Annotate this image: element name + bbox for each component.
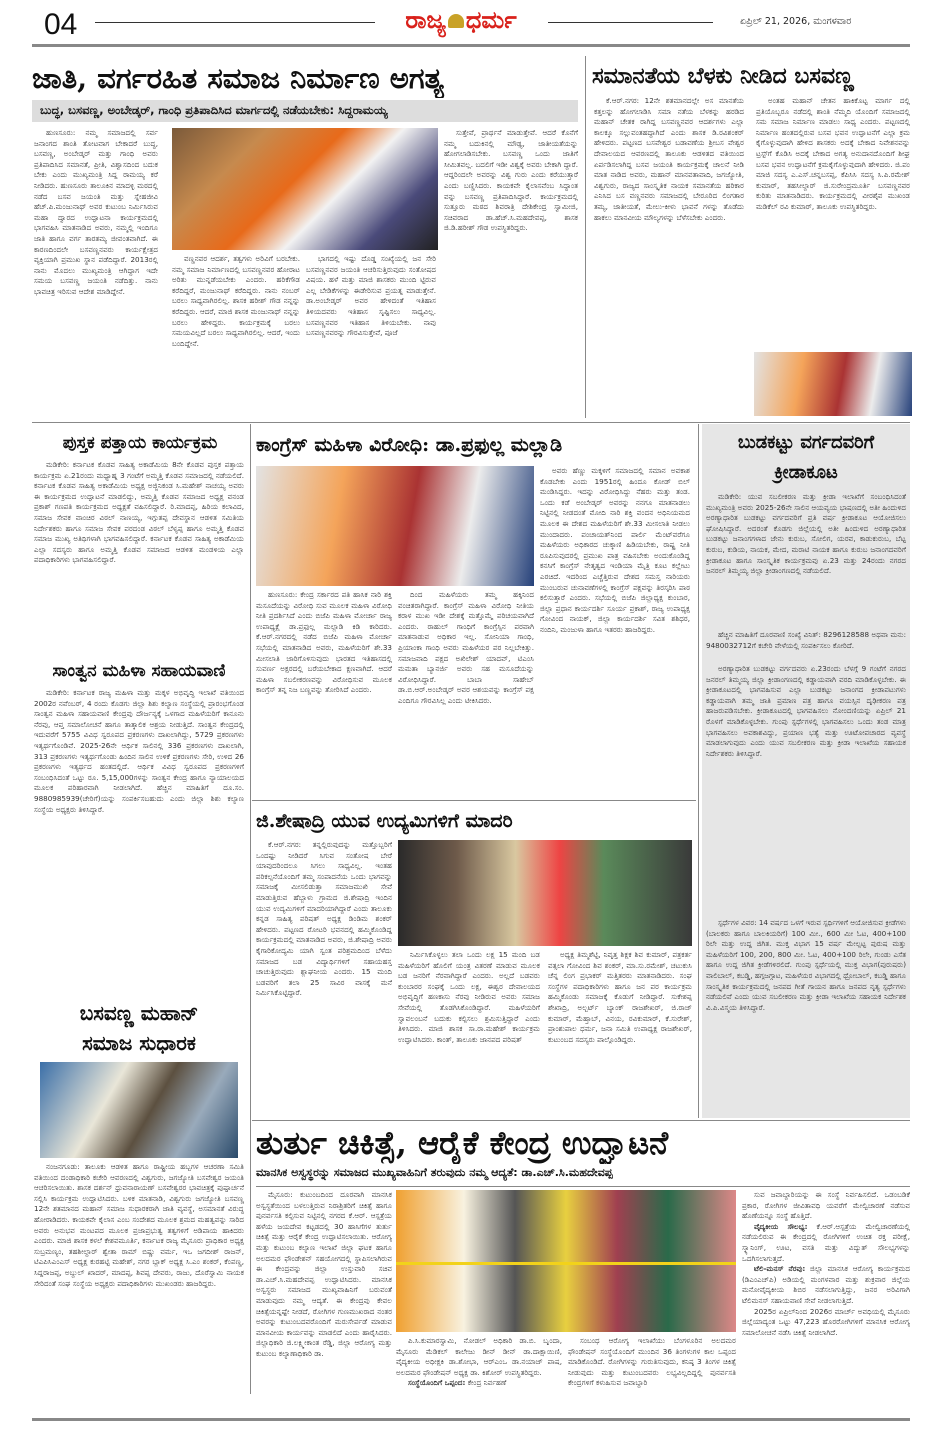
turtu-caption-1: ಪಿ.ಸಿ.ಕುಮಾರಸ್ವಾಮಿ, ನೋಡಲ್ ಅಧಿಕಾರಿ ಡಾ.ಬಿ. ಬೃಂದಾ, ಮೈಸೂರು ಮೆಡಿಕಲ್ ಕಾಲೇಜು ಡೀನ್ ಡೀನ್ ಡಾ.ದಾಕ್ಷಾಯಿಣಿ, ವೈದ್ಯಕೀಯ ಅಧೀಕ್ಷಕಿ ಡಾ.ಶೋಭಾ, ಆರ್‌ಎಂಒ ಡಾ.ನಯಾಜ್ ಪಾಷ, ಅಲದಮರ ಫೌಂಡೇಷನ್ ಅಧ್ಯಕ್ಷ ಡಾ. ಕಿಶೋರ್ ಉಪಸ್ಥಿತರಿದ್ದರು. ಸಂಸ್ಥೆಯೊಂದಿಗೆ ಒಪ್ಪಂದ: ಕೇಂದ್ರ ನಿರ್ವಹಣೆ [396,1336,562,1388]
section-divider [32,422,910,423]
sheshadri-photo [398,840,692,946]
facility-text: ಕೆ.ಆರ್.ಆಸ್ಪತ್ರೆಯ ಮೇಲ್ವಿಚಾರಣೆಯಲ್ಲಿ ನಡೆಯಲಿರುವ ಈ ಕೇಂದ್ರದಲ್ಲಿ ರೋಗಿಗಳಿಗೆ ಉಚಿತ ರಕ್ತ ಪರೀಕ್ಷೆ, ಸ್ಕ್ಯಾನಿಂಗ್, ಊಟ, ವಸತಿ ಮತ್ತು ವಿದ್ಯುತ್ ಸೌಲಭ್ಯಗಳನ್ನು ಒದಗಿಸಲಾಗುತ್ತದೆ. [742,1221,910,1263]
lead-subhead: ಬುದ್ಧ, ಬಸವಣ್ಣ, ಅಂಬೇಡ್ಕರ್, ಗಾಂಧಿ ಪ್ರತಿಪಾದಿಸಿದ ಮಾರ್ಗದಲ್ಲಿ ನಡೆಯಬೇಕು: ಸಿದ್ದರಾಮಯ್ಯ [32,100,578,122]
turtu-subhead: ಮಾನಸಿಕ ಅಸ್ವಸ್ಥರನ್ನು ಸಮಾಜದ ಮುಖ್ಯವಾಹಿನಿಗೆ ತರುವುದು ನಮ್ಮ ಆದ್ಯತೆ: ಡಾ.ಎಚ್.ಸಿ.ಮಹದೇವಪ್ಪ [256,1166,613,1179]
newspaper-logo [386,6,536,34]
facility-label: ವೈದ್ಯಕೀಯ ಸೌಲಭ್ಯ: [754,1221,808,1231]
pustaka-body: ಮಡಿಕೇರಿ: ಕರ್ನಾಟಕ ಕೊಡವ ಸಾಹಿತ್ಯ ಅಕಾಡೆಮಿಯ 8ನೇ ಕೊಡವ ಪುಸ್ತಕ ಪತ್ತಾಯ ಕಾರ್ಯಕ್ರಮ ಏ.21ರಂದು ಮಧ್ಯಾಹ್ನ 3 ಗಂಟೆಗೆ ಅಮ್ಮತ್ತಿ ಕೊಡವ ಸಮಾಜದಲ್ಲಿ ನಡೆಯಲಿದೆ. ಕರ್ನಾಟಕ ಕೊಡವ ಸಾಹಿತ್ಯ ಅಕಾಡೆಮಿಯ ಅಧ್ಯಕ್ಷ ಅಜ್ಜಿನಿಕಂಡ ಸಿ.ಮಹೇಶ್ ನಾಚಯ್ಯ ಅವರು ಈ ಕಾರ್ಯಕ್ರಮದ ಉದ್ಘಾಟನೆ ಮಾಡಲಿದ್ದು, ಅಮ್ಮತ್ತಿ ಕೊಡವ ಸಮಾಜದ ಅಧ್ಯಕ್ಷ ವನಂಡ ಪ್ರಕಾಶ್ ಗಣಪತಿ ಕಾರ್ಯಕ್ರಮದ ಅಧ್ಯಕ್ಷತೆ ವಹಿಸಲಿದ್ದಾರೆ. ರಿ.ಮಾದಪ್ಪ, ಹಿರಿಯ ಕಲಾವಿದ, ಸಮಾಜ ಸೇವಕ ವಾಂಚಿರ ವಿಠಲ್ ನಾಣಯ್ಯ, ಇಗ್ಗುತಪ್ಪ ದೇವಸ್ಥಾನ ಆಡಳಿತ ಸಮಿತಿಯ ನಿರ್ದೇಶಕರು ಹಾಗೂ ಸಮಾಜ ಸೇವಕ ಪರದಂಡ ವಿಠಲ್ ಬೆಳ್ಯಪ್ಪ ಹಾಗೂ ಅಮ್ಮತ್ತಿ ಕೊಡವ ಸಮಾಜ ಮುಖ್ಯ ಅತಿಥಿಗಳಾಗಿ ಭಾಗವಹಿಸಲಿದ್ದಾರೆ. ಕರ್ನಾಟಕ ಕೊಡವ ಸಾಹಿತ್ಯ ಅಕಾಡೆಮಿಯ ಎಲ್ಲಾ ಸದಸ್ಯರು ಹಾಗೂ ಅಮ್ಮತ್ತಿ ಕೊಡವ ಸಮಾಜದ ಆಡಳಿತ ಮಂಡಳಿಯ ಎಲ್ಲಾ ಪದಾಧಿಕಾರಿಗಳು ಭಾಗವಹಿಸಲಿದ್ದಾರೆ. [34,460,244,565]
sheshadri-col-1: ಕೆ.ಆರ್.ನಗರ: ತನ್ನಲ್ಲಿರುವುದನ್ನು ಮತ್ತೊಬ್ಬರಿಗೆ ಒಂದಷ್ಟು ನೀಡಿದರೆ ಸಿಗುವ ಸಂತೋಷ ಬೇರೆ ಯಾವುದರಿಂದಲೂ ಸಿಗಲು ಸಾಧ್ಯವಿಲ್ಲ. ಇಂತಹ ಪರಿಕಲ್ಪನೆಯೊಂದಿಗೆ ತಮ್ಮ ಸಂಪಾದನೆಯ ಒಂದು ಭಾಗವನ್ನು ಸಮಾಜಕ್ಕೆ ಮೀಸಲಿಡುತ್ತಾ ಸಮಾಜಮುಖಿ ಸೇವೆ ಮಾಡುತ್ತಿರುವ ಹೆಬ್ಬಾಳು ಗ್ರಾಮದ ಜಿ.ಶೇಷಾದ್ರಿ ಇಂದಿನ ಯುವ ಉದ್ಯಮಿಗಳಿಗೆ ಮಾದರಿಯಾಗಿದ್ದಾರೆ ಎಂದು ತಾಲೂಕು ಕನ್ನಡ ಸಾಹಿತ್ಯ ಪರಿಷತ್ ಅಧ್ಯಕ್ಷ ಡಿಂಡಿಮ ಶಂಕರ್ ಹೇಳಿದರು. ಪಟ್ಟಣದ ರೋಟರಿ ಭವನದಲ್ಲಿ ಹಮ್ಮಿಕೊಂಡಿದ್ದ ಕಾರ್ಯಕ್ರಮದಲ್ಲಿ ಮಾತನಾಡಿದ ಅವರು, ಜಿ.ಶೇಷಾದ್ರಿ ಅವರು ಕೈಗಾರಿಕೋದ್ಯಮಿ ಯಾಗಿ ಸ್ವಂತ ಪರಿಶ್ರಮದಿಂದ ಬೆಳೆದು ಸಮಾಜದ ಬಡ ವಿದ್ಯಾರ್ಥಿಗಳಿಗೆ ಸಹಾಯಹಸ್ತ ಚಾಚುತ್ತಿರುವುದು ಶ್ಲಾಘನೀಯ ಎಂದರು. 15 ಮಂದಿ ಬಡವರಿಗೆ ತಲಾ 25 ಸಾವಿರ ವಾಸಕ್ಕೆ ಮನೆ ನಿರ್ಮಿಸಿಕೊಟ್ಟಿದ್ದಾರೆ. [256,840,392,998]
column-divider [698,424,699,1118]
basavanna-col-1: ಕೆ.ಆರ್.ನಗರ: 12ನೇ ಶತಮಾನದಲ್ಲೇ ಅಸ ಮಾನತೆಯ ಕತ್ತಲನ್ನು ಹೋಗಲಾಡಿಸಿ ಸಮಾ ನತೆಯ ಬೆಳಕನ್ನು ಹರಡಿದ ಮಹಾನ್ ಚೇತಕ ರಾಗಿದ್ದ ಬಸವಣ್ಣನವರ ಆದರ್ಶಗಳು ಎಲ್ಲಾ ಕಾಲಕ್ಕೂ ಸಲ್ಲುವಂತಹದ್ದಾಗಿದೆ ಎಂದು ಶಾಸಕ ಡಿ.ರವಿಶಂಕರ್ ಹೇಳಿದರು. ಪಟ್ಟಣದ ಬಸವೇಶ್ವರ ಬಡಾವಣೆಯ ಶ್ರೀಬಸ ವೇಶ್ವರ ದೇವಾಲಯದ ಆವರಣದಲ್ಲಿ ತಾಲೂಕು ಆಡಳಿತದ ವತಿಯಿಂದ ಏರ್ಪಡಿಸಲಾಗಿದ್ದ ಬಸವ ಜಯಂತಿ ಕಾರ್ಯಕ್ರಮಕ್ಕೆ ಚಾಲನೆ ನೀಡಿ ಮಾತ ನಾಡಿದ ಅವರು, ಮಹಾನ್ ಮಾನವತಾವಾದಿ, ಜಗಜ್ಯೋತಿ, ವಿಶ್ವಗುರು, ರಾಜ್ಯದ ಸಾಂಸ್ಕೃತಿಕ ನಾಯಕ ಸಮಾನತೆಯ ಹರಿಕಾರ ಎನಿಸಿದ ಬಸ ವಣ್ಣನವರು ಸಮಾಜದಲ್ಲಿ ಬೇರೂರಿದ ಲಿಂಗತಾರ ತಮ್ಯ, ಜಾತೀಯತೆ, ಮೇಲು-ಕೀಳು ಭಾವನೆ ಗಳನ್ನು ತೊಡೆದು ಹಾಕಲು ಮಾನವೀಯ ಮೌಲ್ಯಗಳನ್ನು ಬೆಳೆಸಬೇಕು ಎಂದರು. [594,96,744,222]
emblem-icon [448,14,464,28]
congress-col-1: ಹುಣಸೂರು: ಕೇಂದ್ರ ಸರ್ಕಾರದ ಪತಿ ಹಾಸಿಕ ನಾರಿ ಶಕ್ತಿ ಮಸೂದೆಯನ್ನು ವಿರೋಧಿ ಸುವ ಮೂಲಕ ಮಹಿಳಾ ವಿರೋಧಿ ನೀತಿ ಪ್ರದರ್ಶಿಸಿದೆ ಎಂದು ಬಿಜೆಪಿ ಮಹಿಳಾ ಮೋರ್ಚಾ ರಾಜ್ಯ ಉಪಾಧ್ಯಕ್ಷೆ ಡಾ.ಪ್ರಫುಲ್ಲ ಮಲ್ಲಾಡಿ ಕಿಡಿ ಕಾರಿದರು. ಕೆ.ಆರ್.ನಗರದಲ್ಲಿ ನಡೆದ ಬಿಜೆಪಿ ಮಹಿಳಾ ಮೋರ್ಚಾ ಸಭೆಯಲ್ಲಿ ಮಾತನಾಡಿದ ಅವರು, ಮಹಿಳೆಯರಿಗೆ ಶೇ.33 ಮೀಸಲಾತಿ ಜಾರಿಗೊಳಿಸುವುದು ಭಾರತದ ಇತಿಹಾಸದಲ್ಲಿ ಸುವರ್ಣ ಅಕ್ಷರದಲ್ಲಿ ಬರೆಯಬೇಕಾದ ಕ್ಷಣವಾಗಿದೆ. ಆದರೆ ಮಹಿಳಾ ಸಬಲೀಕರಣವನ್ನು ವಿರೋಧಿಸುವ ಮೂಲಕ ಕಾಂಗ್ರೆಸ್ ತನ್ನ ನಿಜ ಬಣ್ಣವನ್ನು ತೋರಿಸಿದೆ ಎಂದರು. [256,590,392,695]
budakattu-headline-2: ಕ್ರೀಡಾಕೂಟ [774,462,838,483]
section-divider [252,1120,910,1121]
budakattu-body-2: ಅರಣ್ಯಾಧಾರಿತ ಬುಡಕಟ್ಟು ವರ್ಗದವರು ಏ.23ರಂದು ಬೆಳಗ್ಗೆ 9 ಗಂಟೆಗೆ ನಗರದ ಜನರಲ್ ತಿಮ್ಮಯ್ಯ ಜಿಲ್ಲಾ ಕ್ರೀಡಾಂಗಣದಲ್ಲಿ ಕಡ್ಡಾಯವಾಗಿ ವರದಿ ಮಾಡಿಕೊಳ್ಳಬೇಕು. ಈ ಕ್ರೀಡಾಕೂಟದಲ್ಲಿ ಭಾಗವಹಿಸುವ ಎಲ್ಲಾ ಬುಡಕಟ್ಟು ಜನಾಂಗದ ಕ್ರೀಡಾಪಟುಗಳು ಕಡ್ಡಾಯವಾಗಿ ತಮ್ಮ ಜಾತಿ ಪ್ರಮಾಣ ಪತ್ರ ಹಾಗೂ ವಯಸ್ಸಿನ ದೃಢೀಕರಣ ಪತ್ರ ಹಾಜರುಪಡಿಸಬೇಕು. ಕ್ರೀಡಾಕೂಟದಲ್ಲಿ ಭಾಗವಹಿಸಲು ನೋಂದಣಿಯನ್ನು ಏಪ್ರಿಲ್ 21 ರೊಳಗೆ ಮಾಡಿಕೊಳ್ಳಬೇಕು. ಗುಂಪು ಸ್ಪರ್ಧೆಗಳಲ್ಲಿ ಭಾಗವಹಿಸಲು ಒಂದು ತಂಡ ಮಾತ್ರ ಭಾಗವಹಿಸಲು ಅವಕಾಶವಿದ್ದು, ಪ್ರಯಾಣ ಭತ್ಯೆ ಮತ್ತು ಊಟೋಪಚಾರದ ವ್ಯವಸ್ಥೆ ಮಾಡಲಾಗುವುದು ಎಂದು ಯುವ ಸಬಲೀಕರಣ ಮತ್ತು ಕ್ರೀಡಾ ಇಲಾಖೆಯ ಸಹಾಯಕ ನಿರ್ದೇಶಕರು ತಿಳಿಸಿದ್ದಾರೆ. [706,664,906,758]
turtu-col-1: ಮೈಸೂರು: ಕುಟುಂಬದಿಂದ ದೂರವಾಗಿ ಮಾನಸಿಕ ಅಸ್ವಸ್ಥತೆಯಿಂದ ಬಳಲುತ್ತಿರುವ ನಿರಾಶ್ರಿತರಿಗೆ ಚಿಕಿತ್ಸೆ ಹಾಗೂ ಪುನರ್ವಸತಿ ಕಲ್ಪಿಸುವ ನಿಟ್ಟಿನಲ್ಲಿ ನಗರದ ಕೆ.ಆರ್. ಆಸ್ಪತ್ರೆಯ ಹಳೆಯ ಜಯದೇವ ಕಟ್ಟಡದಲ್ಲಿ 30 ಹಾಸಿಗೆಗಳ ತುರ್ತು ಚಿಕಿತ್ಸೆ ಮತ್ತು ಆರೈಕೆ ಕೇಂದ್ರ ಉದ್ಘಾಟಿಸಲಾಯಿತು. ಆರೋಗ್ಯ ಮತ್ತು ಕುಟುಂಬ ಕಲ್ಯಾಣ ಇಲಾಖೆ ಜಿಲ್ಲಾ ಘಟಕ ಹಾಗೂ ಅಲದಮರ ಫೌಂಡೇಶನ್ ಸಹಯೋಗದಲ್ಲಿ ಸ್ಥಾಪಿಸಲಾಗಿರುವ ಈ ಕೇಂದ್ರವನ್ನು ಜಿಲ್ಲಾ ಉಸ್ತುವಾರಿ ಸಚಿವ ಡಾ.ಎಚ್.ಸಿ.ಮಹದೇವಪ್ಪ ಉದ್ಘಾಟಿಸಿದರು. ಮಾನಸಿಕ ಅಸ್ವಸ್ಥರು ಸಮಾಜದ ಮುಖ್ಯವಾಹಿನಿಗೆ ಬರುವಂತೆ ಮಾಡುವುದು ನಮ್ಮ ಆದ್ಯತೆ. ಈ ಕೇಂದ್ರವು ಕೇವಲ ಚಿಕಿತ್ಸೆಯನ್ನಷ್ಟೇ ನೀಡದೆ, ರೋಗಿಗಳ ಗುಣಮುಖರಾದ ನಂತರ ಅವರನ್ನು ಕುಟುಂಬದವರೊಂದಿಗೆ ಮರುಸೇರ್ಪಡೆ ಮಾಡುವ ಮಾನವೀಯ ಕಾರ್ಯವನ್ನು ಮಾಡಲಿದೆ ಎಂದು ಹಾರೈಸಿದರು. ಜಿಲ್ಲಾಧಿಕಾರಿ ಜಿ.ಲಕ್ಷ್ಮೀಕಾಂತ ರೆಡ್ಡಿ, ಜಿಲ್ಲಾ ಆರೋಗ್ಯ ಮತ್ತು ಕುಟುಂಬ ಕಲ್ಯಾಣಾಧಿಕಾರಿ ಡಾ. [256,1190,392,1358]
masthead [0,0,945,48]
basavanna-mahan-headline-1: ಬಸವಣ್ಣ ಮಹಾನ್ [79,1001,199,1025]
basavanna-col-2: ಅಂತಹ ಮಹಾನ್ ಚೇತನ ಹಾಕಿಕೊಟ್ಟ ಮಾರ್ಗ ದಲ್ಲಿ ಪ್ರತಿಯೊಬ್ಬರೂ ನಡೆದಲ್ಲಿ ಶಾಂತಿ ನೆಮ್ಮದಿ ಯೊಂದಿಗೆ ಸಮಾಜದಲ್ಲಿ ಸಮ ಸಮಾಜ ನಿರ್ಮಾಣ ಮಾಡಲು ಸಾಧ್ಯ ಎಂದರು. ಪಟ್ಟಣದಲ್ಲಿ ನಿರ್ಮಾಣ ಹಂತದಲ್ಲಿರುವ ಬಸವ ಭವನ ಉದ್ಘಾಟನೆಗೆ ಎಲ್ಲಾ ಕ್ರಮ ಕೈಗೊಳ್ಳುವುದಾಗಿ ಹೇಳಿದ ಶಾಸಕರು ಅದಕ್ಕೆ ಬೇಕಾದ ನಿವೇಶನವನ್ನು ಟ್ರಸ್ಟ್‌ಗೆ ಕೊಡಿಸಿ ಅದಕ್ಕೆ ಬೇಕಾದ ಅಗತ್ಯ ಅನುದಾನದೊಂದಿಗೆ ಶೀಘ್ರ ಬಸವ ಭವನ ಉದ್ಘಾಟನೆಗೆ ಕ್ರಮಕೈಗೊಳ್ಳುವುದಾಗಿ ಹೇಳಿದರು. ಜಿ.ಪಂ ಮಾಜಿ ಸದಸ್ಯ ಎ.ಎಸ್.ಚನ್ನಬಸಪ್ಪ, ಕೆಪಿಸಿಸಿ ಸದಸ್ಯ ಸಿ.ಪಿ.ರಮೇಶ್ ಕುಮಾರ್, ತಹಸೀಲ್ದಾರ್ ಜಿ.ಸುರೇಂದ್ರಮೂರ್ತಿ ಬಸವಣ್ಣನವರ ಕುರಿತು ಮಾತನಾಡಿದರು. ಕಾರ್ಯಕ್ರಮದಲ್ಲಿ ವೀರಶೈವ ಮುಖಂಡ ಮಡಿಕೆಲ್ ರವಿ ಕುಮಾರ್, ತಾಲೂಕು ಉಪಸ್ಥಿತರಿದ್ದರು. [756,96,910,211]
page-number: 04 [44,8,78,41]
budakattu-body-1: ಮಡಿಕೇರಿ: ಯುವ ಸಬಲೀಕರಣ ಮತ್ತು ಕ್ರೀಡಾ ಇಲಾಖೆಗೆ ಸಂಬಂಧಿಸಿದಂತೆ ಮುಖ್ಯಮಂತ್ರಿ ಅವರು 2025-26ನೇ ಸಾಲಿನ ಆಯವ್ಯಯ ಭಾಷಣದಲ್ಲಿ ಅತೀ ಹಿಂದುಳಿದ ಅರಣ್ಯಾಧಾರಿತ ಬುಡಕಟ್ಟು ವರ್ಗದವರಿಗೆ ಪ್ರತಿ ವರ್ಷ ಕ್ರೀಡಾಕೂಟ ಆಯೋಜಿಸಲು ಘೋಷಿಸಿದ್ದಾರೆ. ಅದರಂತೆ ಕೊಡಗು ಜಿಲ್ಲೆಯಲ್ಲಿ ಅತೀ ಹಿಂದುಳಿದ ಅರಣ್ಯಾಧಾರಿತ ಬುಡಕಟ್ಟು ಜನಾಂಗಗಳಾದ ಜೇನು ಕುರುಬ, ಸೋಲಿಗ, ಯರವ, ಕಾಡುಕುರುಬ, ಬೆಟ್ಟ ಕುರುಬ, ಕುಡಿಯ, ನಾಯಕ, ಮೇದ, ಮರಾಟಿ ನಾಯಕ ಹಾಗೂ ಕುರುಬ ಜನಾಂಗದವರಿಗೆ ಕ್ರೀಡಾಕೂಟ ಹಾಗೂ ಸಾಂಸ್ಕೃತಿಕ ಕಾರ್ಯಕ್ರಮವು ಏ.23 ಮತ್ತು 24ರಂದು ನಗರದ ಜನರಲ್ ತಿಮ್ಮಯ್ಯ ಜಿಲ್ಲಾ ಕ್ರೀಡಾಂಗಣದಲ್ಲಿ ನಡೆಯಲಿದೆ. [706,492,906,576]
pustaka-headline: ಪುಸ್ತಕ ಪತ್ತಾಯ ಕಾರ್ಯಕ್ರಮ [62,433,218,453]
basavanna-mahan-photo [40,1062,238,1158]
stats-text: 2025ರ ಏಪ್ರಿಲ್‌ನಿಂದ 2026ರ ಮಾರ್ಚ್ ಅವಧಿಯಲ್ಲಿ ಮೈಸೂರು ಜಿಲ್ಲೆಯಾದ್ಯಂತ ಒಟ್ಟು 47,223 ಹೊರರೋಗಿಗಳಿಗೆ ಮಾನಸಿಕ ಆರೋಗ್ಯ ಸಮಾಲೋಚನೆ ನಡೆಸಿ ಚಿಕಿತ್ಸೆ ನೀಡಲಾಗಿದೆ. [742,1306,910,1337]
basavanna-mahan-body: ನಂಜನಗೂಡು: ತಾಲೂಕು ಆಡಳಿತ ಹಾಗೂ ರಾಷ್ಟ್ರೀಯ ಹಬ್ಬಗಳ ಆಚರಣಾ ಸಮಿತಿ ವತಿಯಿಂದ ದಂಡಾಧಿಕಾರಿ ಕಚೇರಿ ಆವರಣದಲ್ಲಿ ವಿಶ್ವಗುರು, ಜಗಜ್ಯೋತಿ ಬಸವೇಶ್ವರ ಜಯಂತಿ ಆಚರಿಸಲಾಯಿತು. ಶಾಸಕ ದರ್ಶನ್ ಧ್ರುವನಾರಾಯಣ್ ಬಸವೇಶ್ವರರ ಭಾವಚಿತ್ರಕ್ಕೆ ಪುಷ್ಪಾರ್ಚನೆ ಸಲ್ಲಿಸಿ ಕಾರ್ಯಕ್ರಮ ಉದ್ಘಾಟಿಸಿದರು. ಬಳಿಕ ಮಾತನಾಡಿ, ವಿಶ್ವಗುರು ಜಗಜ್ಯೋತಿ ಬಸವಣ್ಣ 12ನೇ ಶತಮಾನದ ಮಹಾನ್ ಸಮಾಜ ಸುಧಾರಕರಾಗಿ ಜಾತಿ ವ್ಯವಸ್ಥೆ, ಅಸಮಾನತೆ ವಿರುದ್ಧ ಹೋರಾಡಿದರು. ಕಾಯಕವೇ ಕೈಲಾಸ ಎಂಬ ಸಂದೇಶದ ಮೂಲಕ ಶ್ರಮದ ಮಹತ್ವವನ್ನು ಸಾರಿದ ಅವರು ಅನುಭವ ಮಂಟಪದ ಮೂಲಕ ಪ್ರಜಾಪ್ರಭುತ್ವ ತತ್ವಗಳಿಗೆ ಅಡಿಪಾಯ ಹಾಕಿದರು ಎಂದರು. ಮಾಜಿ ಶಾಸಕ ಕಳಲೆ ಕೇಶವಮೂರ್ತಿ, ಕರ್ನಾಟಕ ರಾಜ್ಯ ಮೈಸೂರು ಪ್ರಾಧಿಕಾರ ಅಧ್ಯಕ್ಷ ಸುಬ್ರಮಣ್ಯಂ, ತಹಶೀಲ್ದಾರ್ ಶ್ವೇತಾ ರಾಮ್ ಬಿಷ್ಣು ವರ್ಮ, ಇಒ ಜಗದೀಶ್ ರಾಜನ್, ಟಿಎಪಿಸಿಎಂಎಸ್ ಅಧ್ಯಕ್ಷ ಕುರಹಟ್ಟಿ ಮಹೇಶ್, ನಗರ ಬ್ಲಾಕ್ ಅಧ್ಯಕ್ಷ ಸಿ.ಎಂ ಶಂಕರ್, ಕೆಂಪಣ್ಣ, ಸಿದ್ದರಾಜಪ್ಪ, ಅಬ್ದುಲ್ ಖಾದರ್, ಮಾದಪ್ಪ, ಶಿವಪ್ಪ ದೇವರು, ರಾಜು, ದೊರೆಸ್ವಾಮಿ ನಾಯಕ ಸೇರಿದಂತೆ ಸಂಘ ಸಂಸ್ಥೆಯ ಅಧ್ಯಕ್ಷರು ಪದಾಧಿಕಾರಿಗಳು ಮುಖಂಡರು ಹಾಜರಿದ್ದರು. [34,1162,244,1288]
column-divider [585,56,586,418]
congress-col-2: ದಿಂದ ಮಹಿಳೆಯರು ತಮ್ಮ ಹಕ್ಕಿನಿಂದ ವಂಚಿತರಾಗಿದ್ದಾರೆ. ಕಾಂಗ್ರೆಸ್ ಮಹಿಳಾ ವಿರೋಧಿ ನೀತಿಯ ಕರಾಳ ಮುಖ ಇಡೀ ದೇಶಕ್ಕೆ ಮತ್ತೊಮ್ಮೆ ಪರಿಚಯವಾಗಿದೆ ಎಂದರು. ರಾಹುಲ್ ಗಾಂಧಿಗೆ ಕಾಂಗ್ರೆಸ್ಸಿನ ಪರವಾಗಿ ಮಾತನಾಡುವ ಅಧಿಕಾರ ಇಲ್ಲ. ಸೋನಿಯಾ ಗಾಂಧಿ, ಪ್ರಿಯಾಂಕಾ ಗಾಂಧಿ ಅವರು ಮಹಿಳೆಯರ ಪರ ನಿಲ್ಲಬೇಕಿತ್ತು. ಸಮಾಜವಾದಿ ಪಕ್ಷದ ಅಖಿಲೇಶ್ ಯಾದವ್, ಟಿಎಂಸಿ ಮಮತಾ ಬ್ಯಾನರ್ಜಿ ಅವರು ಸಹ ಮಸೂದೆಯನ್ನು ವಿರೋಧಿಸಿದ್ದಾರೆ. ಬಾಬಾ ಸಾಹೇಬ್ ಡಾ.ಬಿ.ಆರ್.ಅಂಬೇಡ್ಕರ್ ಅವರ ಆಶಯವನ್ನು ಕಾಂಗ್ರೆಸ್ ಪಕ್ಷ ಎಂದಿಗೂ ಗೌರವಿಸಿಲ್ಲ ಎಂದು ಟೀಕಿಸಿದರು. [398,590,534,705]
turtu-col-3: ಸುವ ಜವಾಬ್ದಾರಿಯನ್ನು ಈ ಸಂಸ್ಥೆ ನಿರ್ವಹಿಸಲಿದೆ. ಒಡಂಬಡಿಕೆ ಪ್ರಕಾರ, ರೋಗಿಗಳ ಜೀವಿತಾವಧಿ ಯವರೆಗೆ ಮೇಲ್ವಿಚಾರಣೆ ನಡೆಸುವ ಹೊಣೆಯನ್ನೂ ಸಂಸ್ಥೆ ಹೊತ್ತಿದೆ. ವೈದ್ಯಕೀಯ ಸೌಲಭ್ಯ: ಕೆ.ಆರ್.ಆಸ್ಪತ್ರೆಯ ಮೇಲ್ವಿಚಾರಣೆಯಲ್ಲಿ ನಡೆಯಲಿರುವ ಈ ಕೇಂದ್ರದಲ್ಲಿ ರೋಗಿಗಳಿಗೆ ಉಚಿತ ರಕ್ತ ಪರೀಕ್ಷೆ, ಸ್ಕ್ಯಾನಿಂಗ್, ಊಟ, ವಸತಿ ಮತ್ತು ವಿದ್ಯುತ್ ಸೌಲಭ್ಯಗಳನ್ನು ಒದಗಿಸಲಾಗುತ್ತದೆ. ಟೆಲಿ-ಮನಸ್ ನೆರವು: ಜಿಲ್ಲಾ ಮಾನಸಿಕ ಆರೋಗ್ಯ ಕಾರ್ಯಕ್ರಮದ (ಡಿಎಂಎಚ್‌ಪಿ) ಅಡಿಯಲ್ಲಿ ಮಂಗಳವಾರ ಮತ್ತು ಶುಕ್ರವಾರ ಜಿಲ್ಲೆಯ ಮನೋವೈದ್ಯಕೀಯ ಶಿಬಿರ ನಡೆಸಲಾಗುತ್ತಿದ್ದು, ಜನರ ಅರಿವಿಗಾಗಿ ಟೆಲಿಮನಸ್ ಸಹಾಯವಾಣಿ ಸೇವೆ ನೀಡಲಾಗುತ್ತಿದೆ. 2025ರ ಏಪ್ರಿಲ್‌ನಿಂದ 2026ರ ಮಾರ್ಚ್ ಅವಧಿಯಲ್ಲಿ ಮೈಸೂರು ಜಿಲ್ಲೆಯಾದ್ಯಂತ ಒಟ್ಟು 47,223 ಹೊರರೋಗಿಗಳಿಗೆ ಮಾನಸಿಕ ಆರೋಗ್ಯ ಸಮಾಲೋಚನೆ ನಡೆಸಿ ಚಿಕಿತ್ಸೆ ನೀಡಲಾಗಿದೆ. [742,1190,910,1337]
divider [95,22,375,23]
sheshadri-col-3: ಅಧ್ಯಕ್ಷ ತಿಮ್ಮಶೆಟ್ಟಿ, ನಿವೃತ್ತ ಶಿಕ್ಷಕ ಶಿವ ಕುಮಾರ್, ಪತ್ರಕರ್ತ ವತ್ಸಲಾ ಗೋವಿಂದ ಶಿವ ಶಂಕರ್, ಮಾ.ಸು.ರಮೇಶ್, ಚಟುಕುಸಿ ಚೆನ್ನ ಲಿಂಗ ಪ್ರಭಾಕರ್ ಮತ್ತಿತರರು ಮಾತನಾಡಿದರು. ಸಂಘ ಸಂಸ್ಥೆಗಳ ಪದಾಧಿಕಾರಿಗಳು ಹಾಗೂ ಜನ ಪರ ಕಾರ್ಯಕ್ರಮ ಹಮ್ಮಿಕೊಂಡು ಸಮಾಜಕ್ಕೆ ಕೊಡುಗೆ ನೀಡಿದ್ದಾರೆ. ಸುಕೇಶಪ್ಪ ಶೇಖಾದ್ರಿ, ಅಲ್ಬರ್ಟ್ ಬ್ಯಾಂಕ್ ರಾಜಶೇಖರ್, ಜಿ.ರಾಜ್ ಕುಮಾರ್, ಮೆಹ್ತಾಬ್, ವಿನಯ, ರವಿಕುಮಾರ್, ಕೆ.ಸುರೇಶ್, ಪ್ರಾಂಶುಪಾಲ ಧರ್ಮ, ಜನಾ ಸಮಿತಿ ಉಪಾಧ್ಯಕ್ಷ ರಾಜಶೇಖರ್, ಕುಟುಂಬದ ಸದಸ್ಯರು ಪಾಲ್ಗೊಂಡಿದ್ದರು. [548,950,692,1044]
logo-text-left: ರಾಜ್ಯ [405,6,446,34]
santhwana-headline: ಸಾಂತ್ವನ ಮಹಿಳಾ ಸಹಾಯವಾಣಿ [52,661,226,681]
header-rule [32,44,910,47]
basavanna-mahan-headline-2: ಸಮಾಜ ಸುಧಾರಕ [82,1031,196,1055]
congress-headline: ಕಾಂಗ್ರೆಸ್ ಮಹಿಳಾ ವಿರೋಧಿ: ಡಾ.ಪ್ರಫುಲ್ಲ ಮಲ್ಲಾಡಿ [256,434,563,456]
turtu-caption-1-label: ಸಂಸ್ಥೆಯೊಂದಿಗೆ ಒಪ್ಪಂದ: [408,1378,466,1388]
sheshadri-col-2: ನಿರ್ಮಿಸಿಕೊಳ್ಳಲು ತಲಾ ಒಂದು ಲಕ್ಷ 15 ಮಂದಿ ಬಡ ಮಹಿಳೆಯರಿಗೆ ಹೊಲಿಗೆ ಯಂತ್ರ ವಿತರಣೆ ಮಾಡುವ ಮೂಲಕ ಬಡ ಜನರಿಗೆ ನೆರವಾಗಿದ್ದಾರೆ ಎಂದರು. ಅಲ್ಲದೆ ಬಡವರು ಕುಂಬಾರರ ಸಂಘಕ್ಕೆ ಒಂದು ಲಕ್ಷ, ಈಶ್ವರ ದೇವಾಲಯದ ಅಭಿವೃದ್ಧಿಗೆ ಹಣಕಾಸು ನೆರವು ನೀಡಿರುವ ಅವರು ಸಮಾಜ ಸೇವೆಯಲ್ಲಿ ತೊಡಗಿಸಿಕೊಂಡಿದ್ದಾರೆ. ಮಹಿಳೆಯರಿಗೆ ಸ್ವಾವಲಂಬನೆ ಬದುಕು ಕಲ್ಪಿಸಲು ಶ್ರಮಿಸುತ್ತಿದ್ದಾರೆ ಎಂದು ತಿಳಿಸಿದರು. ಮಾಜಿ ಶಾಸಕ ಸಾ.ರಾ.ಮಹೇಶ್ ಕಾರ್ಯಕ್ರಮ ಉದ್ಘಾಟಿಸಿದರು. ಕಾಂತ್, ತಾಲೂಕು ಜಾನಪದ ಪರಿಷತ್ [398,950,540,1044]
sheshadri-headline: ಜಿ.ಶೇಷಾದ್ರಿ ಯುವ ಉದ್ಯಮಿಗಳಿಗೆ ಮಾದರಿ [256,810,513,832]
dateline: ಏಪ್ರಿಲ್ 21, 2026, ಮಂಗಳವಾರ [740,16,852,27]
turtu-caption-1-tail: ಕೇಂದ್ರ ನಿರ್ವಹಣೆ [467,1378,507,1388]
budakattu-headline-1: ಬುಡಕಟ್ಟು ವರ್ಗದವರಿಗೆ [737,432,875,453]
tele-label: ಟೆಲಿ-ಮನಸ್ ನೆರವು: [754,1264,806,1274]
turtu-headline: ತುರ್ತು ಚಿಕಿತ್ಸೆ, ಆರೈಕೆ ಕೇಂದ್ರ ಉದ್ಘಾಟನೆ [256,1124,669,1162]
congress-col-right: ಅವರು ಹೆಣ್ಣು ಮಕ್ಕಳಿಗೆ ಸಮಾಜದಲ್ಲಿ ಸಮಾನ ಅವಕಾಶ ಕೊಡಬೇಕು ಎಂದು 1951ರಲ್ಲಿ ಹಿಂದೂ ಕೋಡ್ ಬಿಲ್ ಮಂಡಿಸಿದ್ದರು. ಇದನ್ನು ವಿರೋಧಿಸಿದ್ದು ನೆಹರು ಮತ್ತು ತಂಡ. ಒಂದು ಕಡೆ ಅಂಬೇಡ್ಕರ್ ಅವರನ್ನು ನನಗೂ ಮಾತನಾಡಲು ನಿಟ್ಟಿನಲ್ಲಿ ನೀಡದಂತೆ ಮೋದಿ ನಾರಿ ಶಕ್ತಿ ವಂದನ ಅಧಿನಿಯಮದ ಮೂಲಕ ಈ ದೇಶದ ಮಹಿಳೆಯರಿಗೆ ಶೇ.33 ಮೀಸಲಾತಿ ನೀಡಲು ಮುಂದಾದರು. ಪಂಚಾಯತ್‌ನಿಂದ ಪಾರ್ಲಿ ಮೆಂಟ್‌ವರೆಗೂ ಮಹಿಳೆಯರು ಅಧಿಕಾರದ ಚುಕ್ಕಾಣಿ ಹಿಡಿಯಬೇಕು, ರಾಷ್ಟ್ರ ನೀತಿ ರೂಪಿಸುವುದರಲ್ಲಿ ಪ್ರಮುಖ ಪಾತ್ರ ವಹಿಸಬೇಕು ಅಂದುಕೊಂಡಿದ್ದ ಕನಸಿಗೆ ಕಾಂಗ್ರೆಸ್ ನೇತೃತ್ವದ ಇಂಡಿಯಾ ಮೈತ್ರಿ ಕೂಟ ಕಲ್ಲೇಟು ಎರಚಿದೆ. ಇದರಿಂದ ಎಚ್ಚೆತ್ತಿರುವ ದೇಶದ ಸಮಸ್ತ ನಾರಿಯರು ಮುಂಬರುವ ಚುನಾವಣೆಗಳಲ್ಲಿ ಕಾಂಗ್ರೆಸ್ ಪಕ್ಷವನ್ನು ತಿರಸ್ಕರಿಸಿ ಪಾಠ ಕಲಿಸುತ್ತಾರೆ ಎಂದರು. ಸಭೆಯಲ್ಲಿ ಬಿಜೆಪಿ ಜಿಲ್ಲಾಧ್ಯಕ್ಷ ಕುಂಬಾರ, ಜಿಲ್ಲಾ ಪ್ರಧಾನ ಕಾರ್ಯದರ್ಶಿ ಸೂರ್ಯ ಪ್ರಕಾಶ್, ರಾಜ್ಯ ಉಪಾಧ್ಯಕ್ಷ ಗೋವಿಂದ ನಾಯಕ್, ಜಿಲ್ಲಾ ಕಾರ್ಯದರ್ಶಿ ಸವಿತ ಶಶಿಧರ, ನಂದಿನಿ, ಮಂಜುಳಾ ಹಾಗೂ ಇತರರು ಹಾಜರಿದ್ದರು. [540,466,690,634]
turtu-photo [396,1190,736,1332]
section-divider [256,1186,910,1187]
lead-photo [172,128,438,250]
turtu-caption-2: ಸಂಬಂಧ ಆರೋಗ್ಯ ಇಲಾಖೆಯು ಬೆಂಗಳೂರಿನ ಅಲದಮರ ಫೌಂಡೇಷನ್ ಸಂಸ್ಥೆಯೊಂದಿಗೆ ಮುಂದಿನ 36 ತಿಂಗಳುಗಳ ಕಾಲ ಒಪ್ಪಂದ ಮಾಡಿಕೊಂಡಿದೆ. ರೋಗಿಗಳನ್ನು ಗುರುತಿಸುವುದು, ಕನಿಷ್ಠ 3 ತಿಂಗಳ ಚಿಕಿತ್ಸೆ ನೀಡುವುದು ಮತ್ತು ಕುಟುಂಬದವರು ಲಭ್ಯವಿಲ್ಲದಿದ್ದಲ್ಲಿ ಪುನರ್ವಸತಿ ಕೇಂದ್ರಗಳಿಗೆ ಕಳುಹಿಸುವ ಜವಾಬ್ದಾರಿ [568,1336,736,1388]
section-divider [252,800,696,801]
congress-photo [256,466,534,586]
santhwana-body: ಮಡಿಕೇರಿ: ಕರ್ನಾಟಕ ರಾಜ್ಯ ಮಹಿಳಾ ಮತ್ತು ಮಕ್ಕಳ ಅಭಿವೃದ್ಧಿ ಇಲಾಖೆ ವತಿಯಿಂದ 2002ರ ನವೆಂಬರ್, 4 ರಂದು ಕೊಡಗು ಜಿಲ್ಲಾ ಶಿಶು ಕಲ್ಯಾಣ ಸಂಸ್ಥೆಯಲ್ಲಿ ಪ್ರಾರಂಭಗೊಂಡ ಸಾಂತ್ವನ ಮಹಿಳಾ ಸಹಾಯವಾಣಿ ಕೇಂದ್ರವು ದೌರ್ಜನ್ಯಕ್ಕೆ ಒಳಗಾದ ಮಹಿಳೆಯರಿಗೆ ಕಾನೂನು ನೆರವು, ಆಪ್ತ ಸಮಾಲೋಚನೆ ಹಾಗೂ ತಾತ್ಕಾಲಿಕ ಆಶ್ರಯ ನೀಡುತ್ತಿದೆ. ಸಾಂತ್ವನ ಕೇಂದ್ರದಲ್ಲಿ ಇದುವರೆಗೆ 5755 ವಿವಿಧ ಸ್ವರೂಪದ ಪ್ರಕರಣಗಳು ದಾಖಲಾಗಿದ್ದು, 5729 ಪ್ರಕರಣಗಳು ಇತ್ಯರ್ಥಗೊಂಡಿವೆ. 2025-26ನೇ ಆರ್ಥಿಕ ಸಾಲಿನಲ್ಲಿ 336 ಪ್ರಕರಣಗಳು ದಾಖಲಾಗಿ, 313 ಪ್ರಕರಣಗಳು ಇತ್ಯರ್ಥಗೊಂಡು ಹಿಂದಿನ ಸಾಲಿನ ಉಳಿಕೆ ಪ್ರಕರಣಗಳು ಸೇರಿ, ಉಳಿದ 26 ಪ್ರಕರಣಗಳು ಇತ್ಯರ್ಥದ ಹಂತದಲ್ಲಿದೆ. ಆರ್ಥಿಕ ವಿವಿಧ ಸ್ವರೂಪದ ಪ್ರಕರಣಗಳಿಗೆ ಸಂಬಂಧಿಸಿದಂತೆ ಒಟ್ಟು ರೂ. 5,15,000ಗಳನ್ನು ಸಾಂತ್ವನ ಕೇಂದ್ರ ಹಾಗೂ ನ್ಯಾಯಾಲಯದ ಮೂಲಕ ಪರಿಹಾರವಾಗಿ ನೀಡಲಾಗಿದೆ. ಹೆಚ್ಚಿನ ಮಾಹಿತಿಗೆ ದೂ.ಸಂ. 9880985939(ಚೇರಿಗೆ)ಯನ್ನು ಸಂಪರ್ಕಿಸಬಹುದು ಎಂದು ಜಿಲ್ಲಾ ಶಿಶು ಕಲ್ಯಾಣ ಸಂಸ್ಥೆಯ ಅಧ್ಯಕ್ಷರು ತಿಳಿಸಿದ್ದಾರೆ. [34,688,244,814]
lead-col-3: ಭಾಗದಲ್ಲಿ ಇಷ್ಟು ದೊಡ್ಡ ಸಂಖ್ಯೆಯಲ್ಲಿ ಜನ ಸೇರಿ ಬಸವಣ್ಣನವರ ಜಯಂತಿ ಆಚರಿಸುತ್ತಿರುವುದು ಸಂತೋಷದ ವಿಷಯ. ಹಳೆ ಮತ್ತು ಮಾಜಿ ಶಾಸಕರು ಮುಂದಿ ಟ್ಟಿರುವ ಎಲ್ಲ ಬೇಡಿಕೆಗಳನ್ನು ಈಡೇರಿಸುವ ಪ್ರಯತ್ನ ಮಾಡುತ್ತೇನೆ. ಡಾ.ಅಂಬೇಡ್ಕರ್ ಅವರ ಹೇಳಿದಂತೆ ಇತಿಹಾಸ ತಿಳಿಯದವರು ಇತಿಹಾಸ ಸೃಷ್ಟಿಸಲು ಸಾಧ್ಯವಿಲ್ಲ. ಬಸವಣ್ಣನವರ ಇತಿಹಾಸ ತಿಳಿಯಬೇಕು. ನಾವು ಬಸವಣ್ಣನವರನ್ನು ಗೌರವಿಸುತ್ತೇವೆ, ಪೂಜೆ [306,254,436,338]
basavanna-headline: ಸಮಾನತೆಯ ಬೆಳಕು ನೀಡಿದ ಬಸವಣ್ಣ [592,63,854,89]
tele-text: ಜಿಲ್ಲಾ ಮಾನಸಿಕ ಆರೋಗ್ಯ ಕಾರ್ಯಕ್ರಮದ (ಡಿಎಂಎಚ್‌ಪಿ) ಅಡಿಯಲ್ಲಿ ಮಂಗಳವಾರ ಮತ್ತು ಶುಕ್ರವಾರ ಜಿಲ್ಲೆಯ ಮನೋವೈದ್ಯಕೀಯ ಶಿಬಿರ ನಡೆಸಲಾಗುತ್ತಿದ್ದು, ಜನರ ಅರಿವಿಗಾಗಿ ಟೆಲಿಮನಸ್ ಸಹಾಯವಾಣಿ ಸೇವೆ ನೀಡಲಾಗುತ್ತಿದೆ. [742,1264,910,1305]
budakattu-contact: ಹೆಚ್ಚಿನ ಮಾಹಿತಿಗೆ ದೂರವಾಣಿ ಸಂಖ್ಯೆ ವಿನಿತ್: 8296128588 ಅಥವಾ ಮನು: 9480032712ಗೆ ಕಚೇರಿ ವೇಳೆಯಲ್ಲಿ ಸಂಪರ್ಕಿಸಲು ಕೋರಿದೆ. [706,630,906,650]
lead-headline: ಜಾತಿ, ವರ್ಗರಹಿತ ಸಮಾಜ ನಿರ್ಮಾಣ ಅಗತ್ಯ [32,61,444,95]
basavanna-photo [754,352,912,416]
footer-rule [32,1418,910,1421]
lead-col-1: ಹುಣಸೂರು: ನಮ್ಮ ಸಮಾಜದಲ್ಲಿ ಸರ್ವ ಜನಾಂಗದ ಶಾಂತಿ ತೋಟವಾಗ ಬೇಕಾದರೆ ಬುದ್ಧ, ಬಸವಣ್ಣ, ಅಂಬೇಡ್ಕರ್ ಮತ್ತು ಗಾಂಧಿ ಅವರು ಪ್ರತಿಪಾದಿಸಿದ ಸಮಾನತೆ, ಪ್ರೀತಿ, ವಿಶ್ವಾಸದಿಂದ ಬದುಕ ಬೇಕು ಎಂದು ಮುಖ್ಯಮಂತ್ರಿ ಸಿದ್ದ ರಾಮಯ್ಯ ಕರೆ ನೀಡಿದರು. ಹುಣಸೂರು ತಾಲೂಕಿನ ಮಾದಳ್ಳಿ ಮಠದಲ್ಲಿ ನಡೆದ ಬಸವ ಜಯಂತಿ ಮತ್ತು ಸ್ನೇಹಜೀವಿ ಹೆಚ್.ಪಿ.ಮಂಜುನಾಥ್ ಅವರ ಕುಟುಂಬ ನಿರ್ಮಿಸಿರುವ ಮಹಾ ದ್ವಾರದ ಉದ್ಘಾಟನಾ ಕಾರ್ಯಕ್ರಮದಲ್ಲಿ ಭಾಗವಹಿಸಿ ಮಾತನಾಡಿದ ಅವರು, ನಮ್ಮಲ್ಲಿ ಇಂದಿಗೂ ಜಾತಿ ಹಾಗೂ ವರ್ಗ ತಾರತಮ್ಯ ಜೀವಂತವಾಗಿದೆ. ಈ ಕಾರಣದಿಂದಲೇ ಬಸವಣ್ಣನವರು ಕಾರ್ಯಕ್ಷೇತ್ರದ ವ್ಯಕ್ತಿಯಾಗಿ ಪ್ರಮುಖ ಸ್ಥಾನ ಪಡೆದಿದ್ದಾರೆ. 2013ರಲ್ಲಿ ನಾನು ಮೊದಲು ಮುಖ್ಯಮಂತ್ರಿ ಆಗಿದ್ದಾಗ ಇದೇ ಸಮಯ ಬಸವಣ್ಣ ಜಯಂತಿ ನಡೆದಿತ್ತು. ನಾನು ಭಾವಚಿತ್ರ ಇರಿಸುವ ಆದೇಶ ಮಾಡಿದ್ದೇನೆ. [34,128,158,296]
budakattu-events: ಸ್ಪರ್ಧೆಗಳ ವಿವರ: 14 ವರ್ಷದ ಒಳಗೆ ಇರುವ ಸ್ಪರ್ಧಿಗಳಿಗೆ ಆಯೋಜಿಸುವ ಕ್ರೀಡೆಗಳು (ಬಾಲಕರು ಹಾಗೂ ಬಾಲಕಿಯರಿಗೆ) 100 ಮೀ., 600 ಮೀ ಓಟ, 400+100 ರಿಲೇ ಮತ್ತು ಉದ್ದ ಜಿಗಿತ. ಮುಕ್ತ ವಿಭಾಗ 15 ವರ್ಷ ಮೇಲ್ಪಟ್ಟ ಪುರುಷ ಮತ್ತು ಮಹಿಳೆಯರಿಗೆ 100, 200, 800 ಮೀ. ಓಟ, 400+100 ರಿಲೇ, ಗುಂಡು ಎಸೆತ ಹಾಗೂ ಉದ್ದ ಜಿಗಿತ ಕ್ರೀಡೆಗಳಿರಲಿದೆ. ಗುಂಪು ಸ್ಪರ್ಧೆಯಲ್ಲಿ ಮುಕ್ತ ವಿಭಾಗ(ಪುರುಷರು) ವಾಲಿಬಾಲ್, ಕಬಡ್ಡಿ, ಹಗ್ಗಜಗ್ಗಾಟ, ಮಹಿಳೆಯರ ವಿಭಾಗದಲ್ಲಿ ಥ್ರೋಬಾಲ್, ಕಬಡ್ಡಿ ಹಾಗೂ ಸಾಂಸ್ಕೃತಿಕ ಕಾರ್ಯಕ್ರಮದಲ್ಲಿ ಜನಪದ ಗೀತೆ ಗಾಯನ ಹಾಗೂ ಜನಪದ ನೃತ್ಯ ಸ್ಪರ್ಧೆಗಳು ನಡೆಯಲಿವೆ ಎಂದು ಯುವ ಸಬಲೀಕರಣ ಮತ್ತು ಕ್ರೀಡಾ ಇಲಾಖೆಯ ಸಹಾಯಕ ನಿರ್ದೇಶಕ ವಿ.ಪಿ.ವಿಸ್ಮಯ ತಿಳಿಸಿದ್ದಾರೆ. [706,918,906,1012]
logo-text-right: ಧರ್ಮ [465,6,517,34]
column-divider [250,424,251,1394]
lead-col-2: ವಣ್ಣನವರ ಆದರ್ಶ, ತತ್ವಗಳು ಅರಿವಿಗೆ ಬರಬೇಕು. ನಮ್ಮ ಸಮಾಜ ನಿರ್ಮಾಣದಲ್ಲಿ ಬಸವಣ್ಣನವರ ಹೋರಾಟ ಅರಿತು ಮುನ್ನಡೆಯಬೇಕು ಎಂದರು. ಹರಿಕೆಗೌಡ ಕರೆದಿದ್ದರೆ, ಮಂಜುನಾಥ್ ಕರೆದಿದ್ದರು. ನಾನು ನಂಬರ್ ಬರಲು ಸಾಧ್ಯವಾಗಿರಲಿಲ್ಲ. ಶಾಸಕ ಹರೀಶ್ ಗೌಡ ನನ್ನನ್ನು ಕರೆದಿದ್ದರು. ಆದರೆ, ಮಾಜಿ ಶಾಸಕ ಮಂಜುನಾಥ್ ನನ್ನನ್ನು ಬರಲು ಹೇಳಿದ್ದರು. ಕಾರ್ಯಕ್ರಮಕ್ಕೆ ಬರಲು ಸಮಯವಿಲ್ಲದೆ ಬರಲು ಸಾಧ್ಯವಾಗಿರಲಿಲ್ಲ. ಆದರೆ, ಇಂದು ಬಂದಿದ್ದೇನೆ. [172,254,300,348]
inauguration-ribbon [396,1262,736,1265]
divider [548,22,713,23]
lead-col-4: ಸುತ್ತೇವೆ, ಪ್ರಾರ್ಥನೆ ಮಾಡುತ್ತೇವೆ. ಆದರೆ ಕೊನೆಗೆ ನಮ್ಮ ಬದುಕಿನಲ್ಲಿ ಮೌಢ್ಯ, ಜಾತೀಯತೆಯನ್ನು ಹೋಗಲಾಡಿಸಬೇಕು. ಬಸವಣ್ಣ ಒಂದು ಜಾತಿಗೆ ಸೀಮಿತವಲ್ಲ. ಬದಲಿಗೆ ಇಡೀ ವಿಶ್ವಕ್ಕೆ ಅವರು ಬೇಕಾಗಿ ದ್ದಾರೆ. ಆದ್ದರಿಂದಲೇ ಅವರನ್ನು ವಿಶ್ವ ಗುರು ಎಂದು ಕರೆಯುತ್ತಾರೆ ಎಂದು ಬಣ್ಣಿಸಿದರು. ಕಾಯಕವೇ ಕೈಲಾಸವೆಂಬ ಸಿದ್ಧಾಂತ ವನ್ನು ಬಸವಣ್ಣ ಪ್ರತಿಪಾದಿಸಿದ್ದಾರೆ. ಕಾರ್ಯಕ್ರಮದಲ್ಲಿ ಸುತ್ತೂರು ಮಠದ ಶಿವರಾತ್ರಿ ದೇಶಿಕೇಂದ್ರ ಸ್ವಾಮೀಜಿ, ಸಚಿವರಾದ ಡಾ.ಹೆಚ್.ಸಿ.ಮಹದೇವಪ್ಪ, ಶಾಸಕ ಜಿ.ಡಿ.ಹರೀಶ್ ಗೌಡ ಉಪಸ್ಥಿತರಿದ್ದರು. [444,128,578,233]
